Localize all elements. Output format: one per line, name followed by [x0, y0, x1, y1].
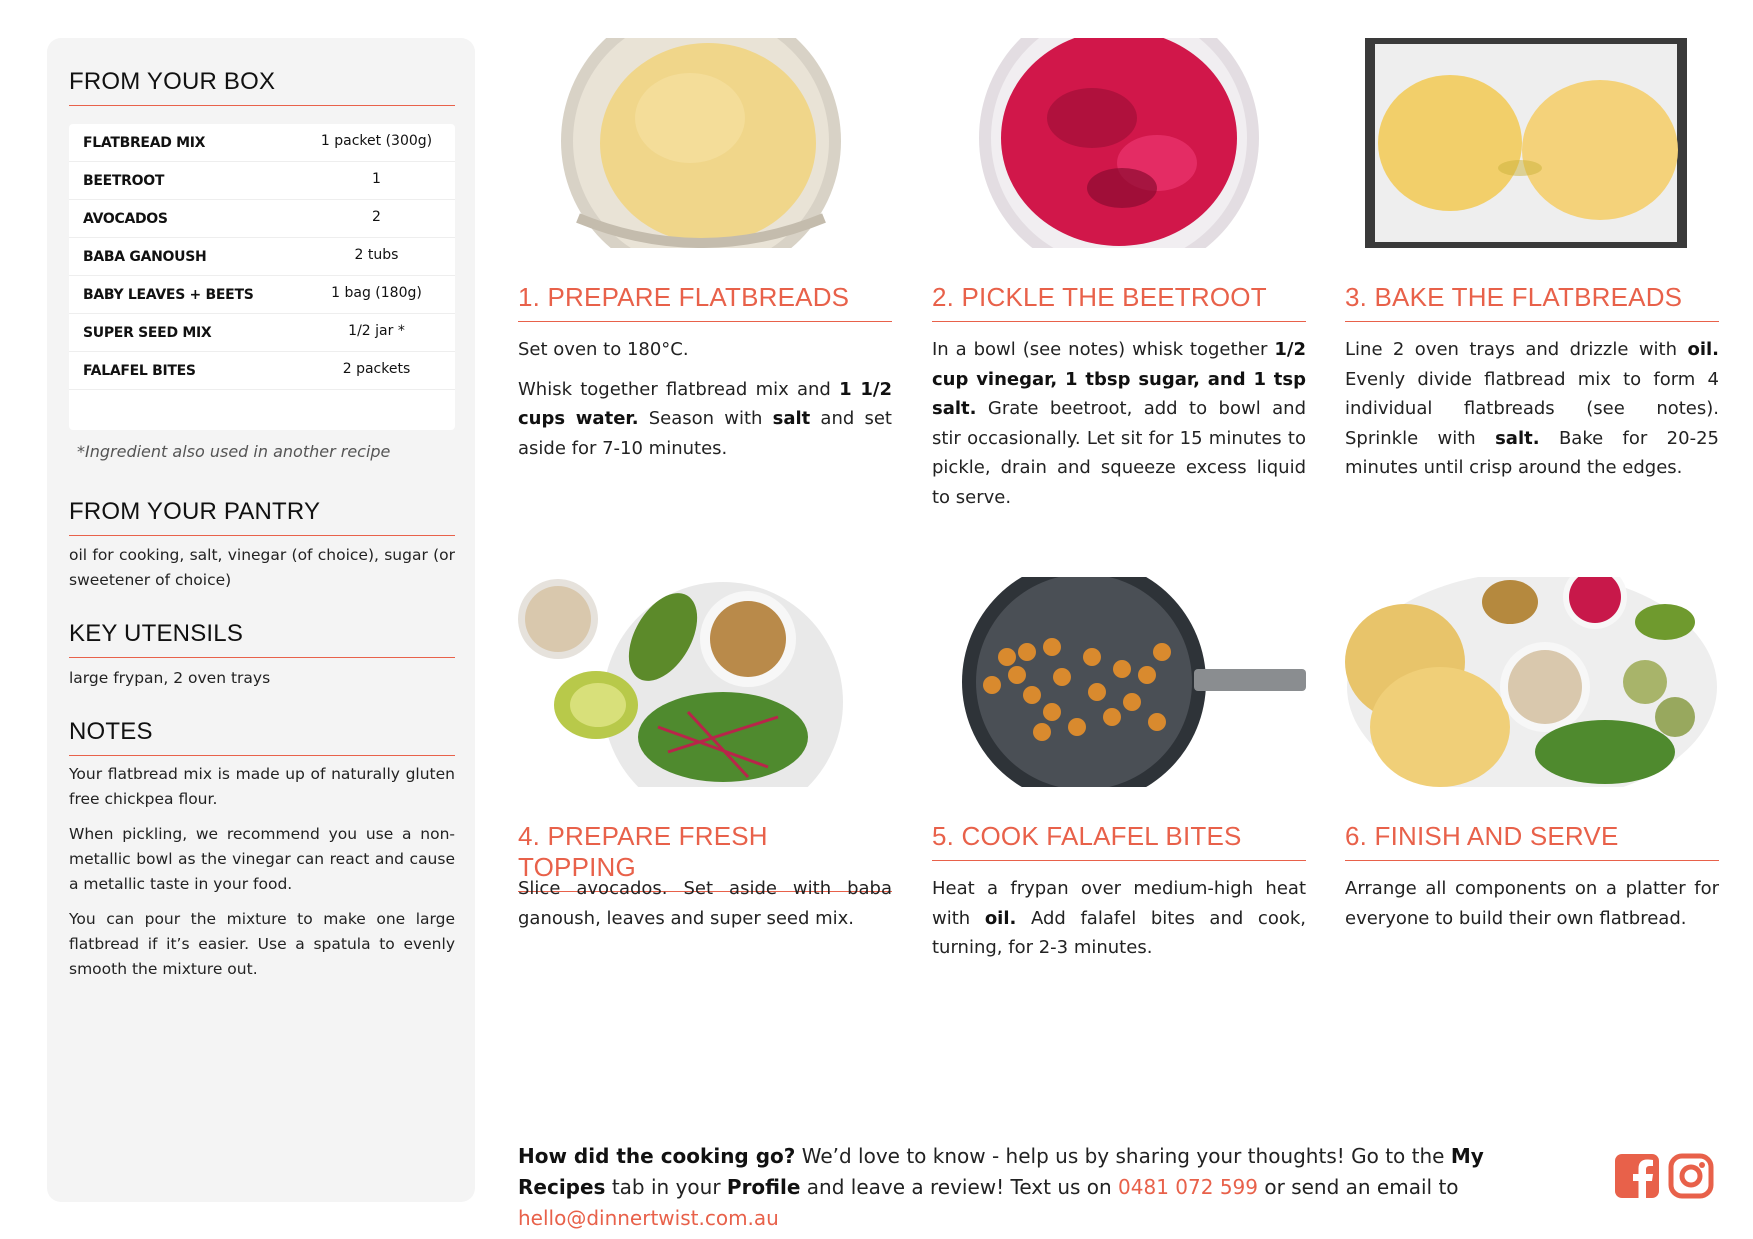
- step-2-body: [932, 335, 1306, 522]
- step-1-text-2: Whisk together flatbread mix and 1 1/2 cups water. Season with salt and set aside for 7-10 minutes.: [518, 378, 892, 459]
- footnote: *Ingredient also used in another recipe: [77, 442, 391, 461]
- utensils-heading: KEY UTENSILS: [69, 620, 455, 658]
- ingredient-row: [69, 314, 455, 352]
- from-your-box-heading: FROM YOUR BOX: [69, 68, 455, 106]
- feedback-message: How did the cooking go? We’d love to know - help us by sharing your thoughts! Go to the My Recipes tab in your Profile and leave a review! Text us on 0481 072 599 or send an email to hello@dinnertwist.com.au: [518, 1144, 1484, 1230]
- step-5-photo: [932, 577, 1306, 787]
- ingredient-qty: 1 bag (180g): [331, 285, 422, 301]
- ingredient-qty: 2 tubs: [354, 247, 399, 263]
- step-5-text: Heat a frypan over medium-high heat with oil. Add falafel bites and cook, turning, for 2-3 minutes.: [932, 878, 1306, 958]
- note-paragraph: You can pour the mixture to make one large flatbread if it’s easier. Use a spatula to evenly smooth the mixture out.: [69, 910, 455, 978]
- profile-link[interactable]: Profile: [726, 1175, 801, 1199]
- ingredient-name: AVOCADOS: [83, 211, 168, 227]
- step-2-title: 2. PICKLE THE BEETROOT: [932, 282, 1306, 322]
- note-paragraph: Your flatbread mix is made up of naturally gluten free chickpea flour.: [69, 765, 455, 808]
- my-recipes-link[interactable]: My Recipes: [518, 1144, 1484, 1199]
- ingredient-name: SUPER SEED MIX: [83, 325, 212, 341]
- instagram-icon[interactable]: [1667, 1152, 1715, 1200]
- step-5-body: [932, 874, 1306, 973]
- ingredient-name: FLATBREAD MIX: [83, 135, 206, 151]
- ingredient-name: FALAFEL BITES: [83, 363, 196, 379]
- step-2-photo: [932, 38, 1306, 248]
- step-5-title: 5. COOK FALAFEL BITES: [932, 821, 1306, 861]
- utensils-text: large frypan, 2 oven trays: [69, 669, 271, 687]
- notes-heading: NOTES: [69, 718, 455, 756]
- ingredient-row: [69, 124, 455, 162]
- ingredient-qty: 2: [372, 209, 381, 225]
- feedback-question: How did the cooking go?: [518, 1144, 796, 1168]
- step-6-photo: [1345, 577, 1719, 787]
- step-1-text: Set oven to 180°C.: [518, 339, 689, 360]
- ingredients-sidebar: [47, 38, 475, 1202]
- ingredient-row: [69, 162, 455, 200]
- ingredient-qty: 1 packet (300g): [320, 133, 433, 149]
- ingredient-name: BEETROOT: [83, 173, 165, 189]
- ingredient-name: BABY LEAVES + BEETS: [83, 287, 254, 303]
- email-link[interactable]: hello@dinnertwist.com.au: [518, 1206, 779, 1230]
- step-1-body: [518, 335, 892, 473]
- ingredient-row: [69, 238, 455, 276]
- step-1-title: 1. PREPARE FLATBREADS: [518, 282, 892, 322]
- step-4-body: [518, 874, 892, 943]
- step-4-text: Slice avocados. Set aside with baba ganoush, leaves and super seed mix.: [518, 878, 892, 929]
- step-6-text: Arrange all components on a platter for everyone to build their own flatbread.: [1345, 878, 1719, 929]
- ingredient-table: [69, 124, 455, 430]
- step-4-photo: [518, 577, 892, 787]
- notes-text: [69, 762, 455, 992]
- step-1-photo: [518, 38, 892, 248]
- ingredient-row: [69, 276, 455, 314]
- pantry-text: oil for cooking, salt, vinegar (of choice), sugar (or sweetener of choice): [69, 546, 455, 589]
- step-3-photo: [1345, 38, 1719, 248]
- step-4-title: 4. PREPARE FRESH TOPPING: [518, 821, 892, 892]
- ingredient-row: [69, 352, 455, 390]
- ingredient-row: [69, 200, 455, 238]
- ingredient-qty: 2 packets: [342, 361, 411, 377]
- pantry-heading: FROM YOUR PANTRY: [69, 498, 455, 536]
- step-6-body: [1345, 874, 1719, 943]
- ingredient-name: BABA GANOUSH: [83, 249, 207, 265]
- step-3-text: Line 2 oven trays and drizzle with oil. Evenly divide flatbread mix to form 4 individual flatbreads (see notes). Sprinkle with salt. Bake for 20-25 minutes until crisp around the edges.: [1345, 339, 1719, 478]
- step-3-title: 3. BAKE THE FLATBREADS: [1345, 282, 1719, 322]
- ingredient-qty: 1: [372, 171, 381, 187]
- ingredient-qty: 1/2 jar *: [348, 323, 405, 339]
- note-paragraph: When pickling, we recommend you use a non-metallic bowl as the vinegar can react and cause a metallic taste in your food.: [69, 825, 455, 893]
- phone-link[interactable]: 0481 072 599: [1118, 1175, 1259, 1199]
- step-3-body: [1345, 335, 1719, 493]
- facebook-icon[interactable]: [1613, 1152, 1661, 1200]
- step-6-title: 6. FINISH AND SERVE: [1345, 821, 1719, 861]
- step-2-text: In a bowl (see notes) whisk together 1/2 cup vinegar, 1 tbsp sugar, and 1 tsp salt. Grate beetroot, add to bowl and stir occasionally. Let sit for 15 minutes to pickle, drain and squeeze excess liquid to serve.: [932, 339, 1306, 508]
